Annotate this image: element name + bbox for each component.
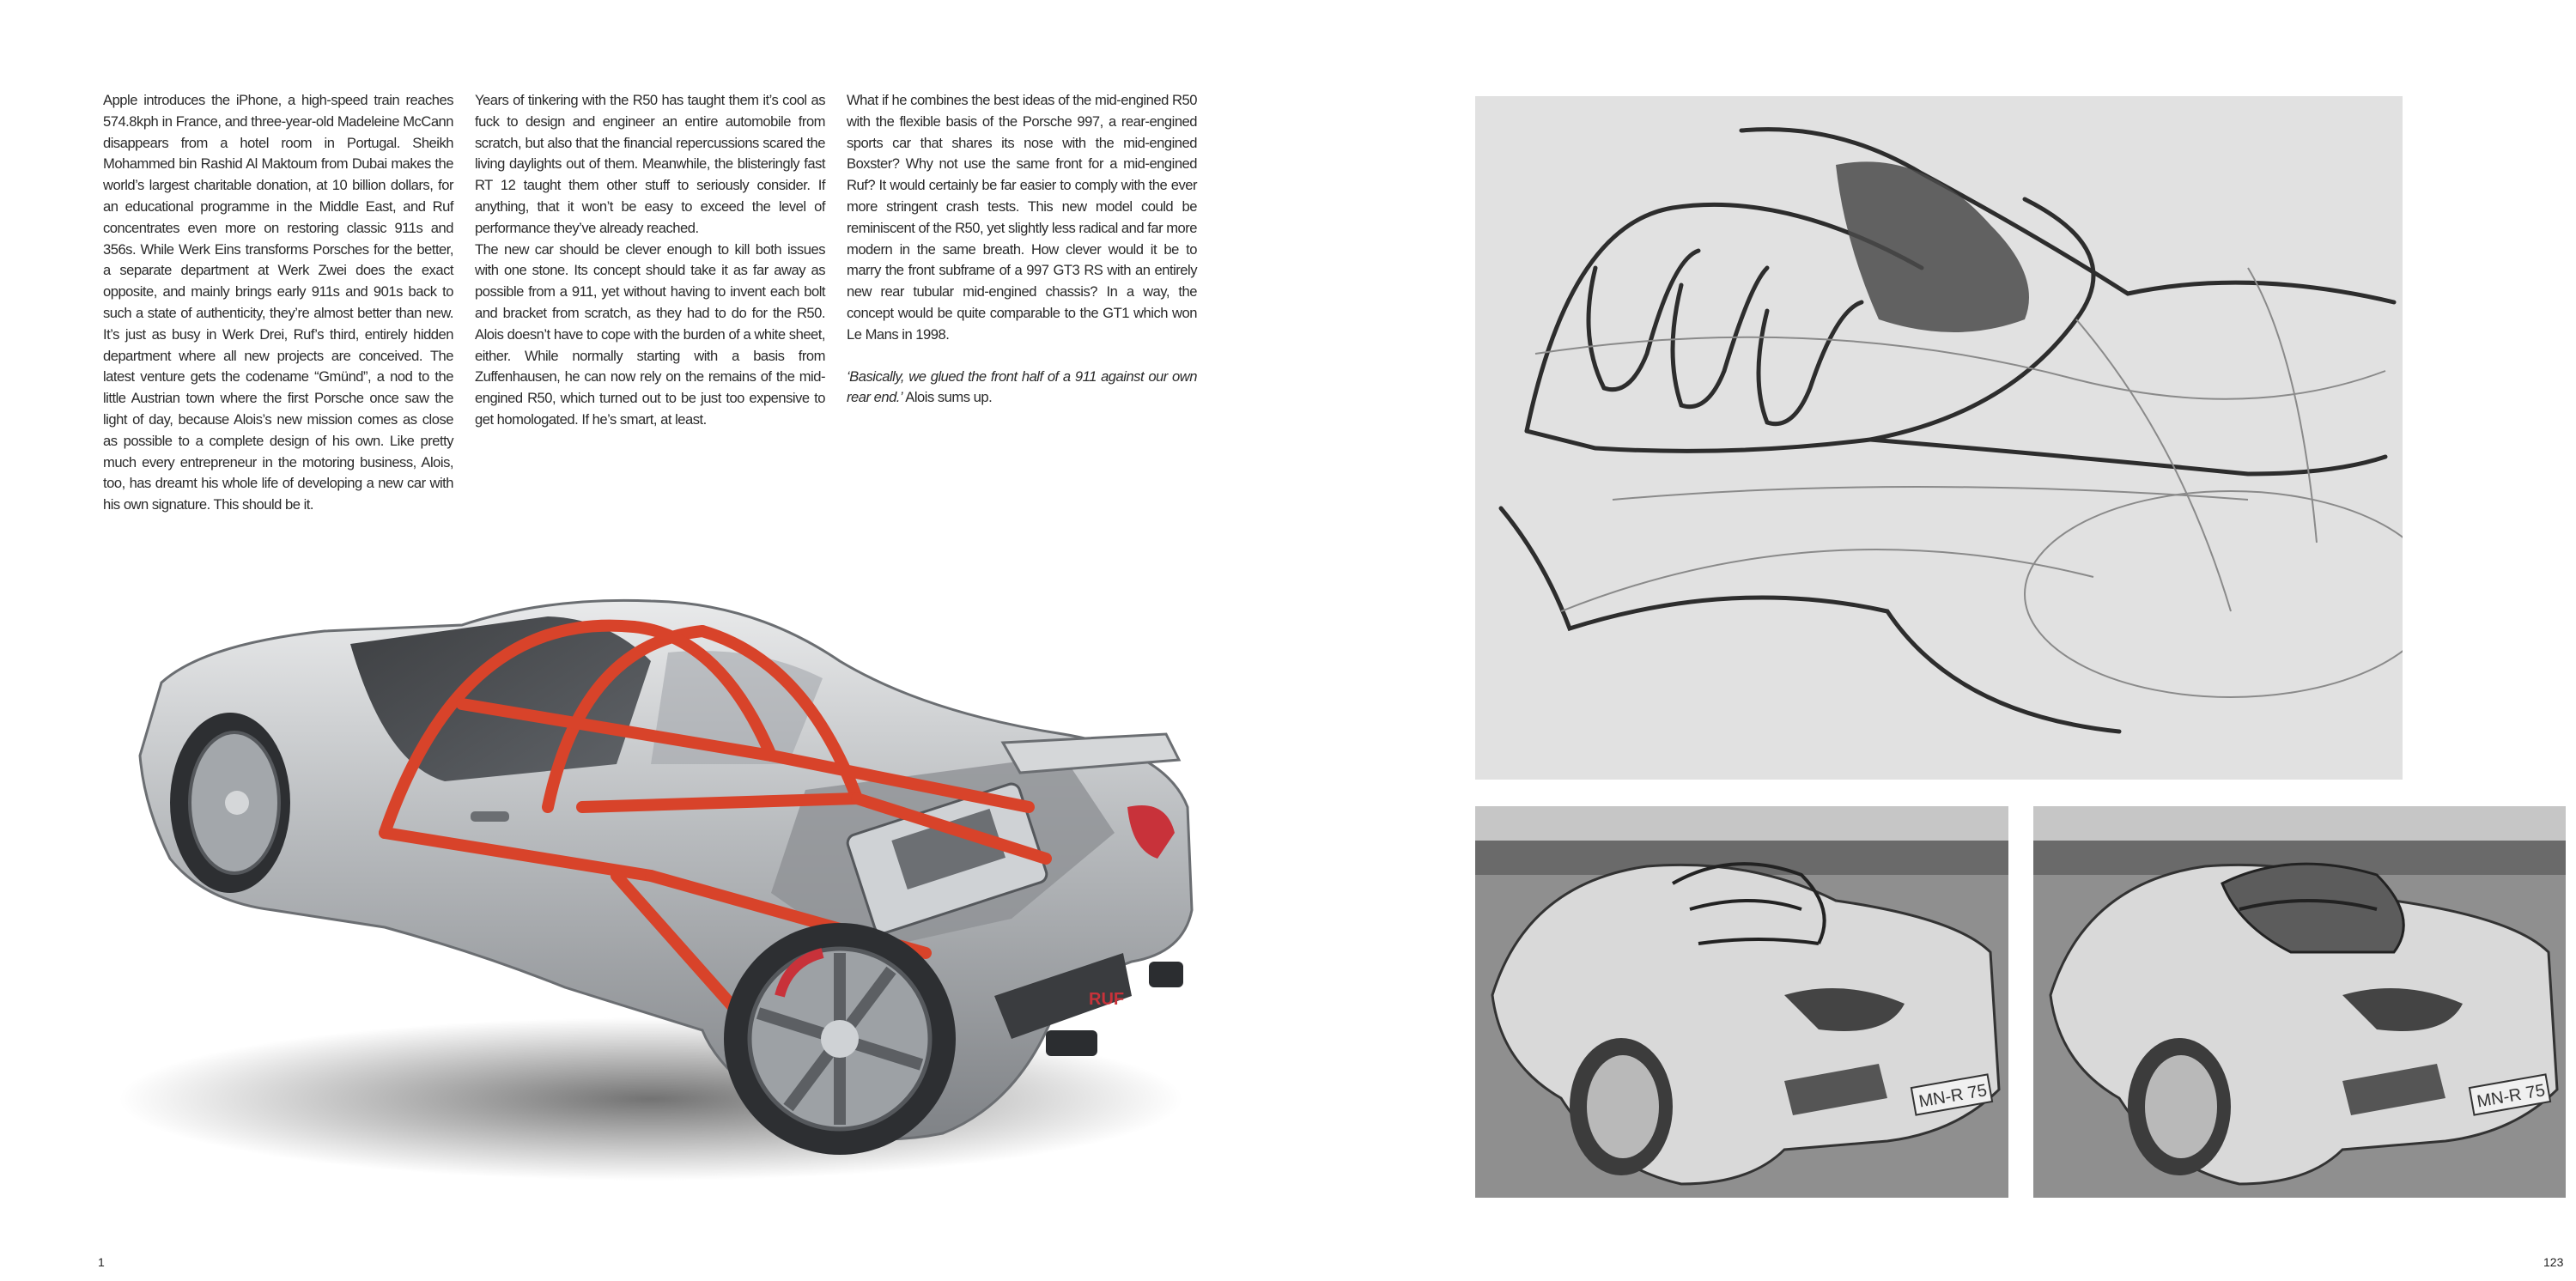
paragraph: What if he combines the best ideas of the mid-engined R50 with the flexible basis of the Porsche 997, a rear-engined sports car that shares its nose with the mid-engined Boxster? Why not use the same front for a mid-engined Ruf? It would certainly be far easier to comply with the ever more stringent crash tests. This new model could be reminiscent of the R50, yet slightly less radical and far more modern in the same breath. How clever would it be to marry the front subframe of a 997 GT3 RS with an entirely new rear tubular mid-engined chassis? In a way, the concept would be quite comparable to the GT1 which won Le Mans in 1998.	[847, 92, 1198, 343]
text-column-1	[103, 90, 453, 516]
paragraph: Years of tinkering with the R50 has taught them it’s cool as fuck to design and engineer an entire automobile from scratch, but also that the financial repercussions scared the living daylights out of them. Meanwhile, the blisteringly fast RT 12 taught them other stuff to seriously consider. If anything, that it won’t be easy to exceed the level of performance they’ve already reached.	[475, 92, 825, 236]
license-plate-text: MN-R 75	[1917, 1081, 1989, 1112]
design-sketch-photo	[1475, 96, 2403, 780]
paragraph: The new car should be clever enough to kill both issues with one stone. Its concept should take it as far away as possible from a 911, yet without having to invent each bolt and bracket from scratch, as they had to do for the R50. Alois doesn’t have to cope with the burden of a white sheet, either. While normally starting with a basis from Zuffenhausen, he can now rely on the remains of the mid-engined R50, which turned out to be just too expensive to get homologated. If he’s smart, at least.	[475, 240, 825, 428]
pull-quote	[847, 367, 1197, 410]
car-badge: RUF	[1089, 990, 1125, 1009]
quote-text: ‘Basically, we glued the front half of a 911 against our own rear end.’	[847, 367, 1197, 406]
page-number-left: 1	[98, 1255, 105, 1269]
text-column-3	[847, 90, 1197, 409]
page-number-right: 123	[2543, 1255, 2564, 1269]
paragraph: Apple introduces the iPhone, a high-speed train reaches 574.8kph in France, and three-year-old Madeleine McCann disappears from a hotel room in Portugal. Sheikh Mohammed bin Rashid Al Maktoum from Dubai makes the world’s largest charitable donation, at 10 billion dollars, for an educational programme in the Middle East, and Ruf concentrates even more on restoring classic 911s and 356s. While Werk Eins transforms Porsches for the better, a separate department at Werk Zwei does the exact opposite, and mainly brings early 911s and 901s back to such a state of authenticity, they’re almost better than new. It’s just as busy in Werk Drei, Ruf’s third, entirely hidden department where all new projects are conceived. The latest venture gets the codename “Gmünd”, a nod to the little Austrian town where the first Porsche once saw the light of day, because Alois’s new mission comes as close as possible to a complete design of his own. Like pretty much every entrepreneur in the motoring business, Alois, too, has dreamt his whole life of developing a new car with his own signature. This should be it.	[103, 92, 453, 513]
quote-attribution: Alois sums up.	[902, 389, 993, 406]
license-plate-text: MN-R 75	[2476, 1081, 2547, 1112]
car-sketch-overlay-left	[1475, 806, 2008, 1198]
car-sketch-overlay-right	[2033, 806, 2566, 1198]
car-cutaway-illustration	[101, 549, 1243, 1202]
text-column-2	[475, 90, 825, 431]
